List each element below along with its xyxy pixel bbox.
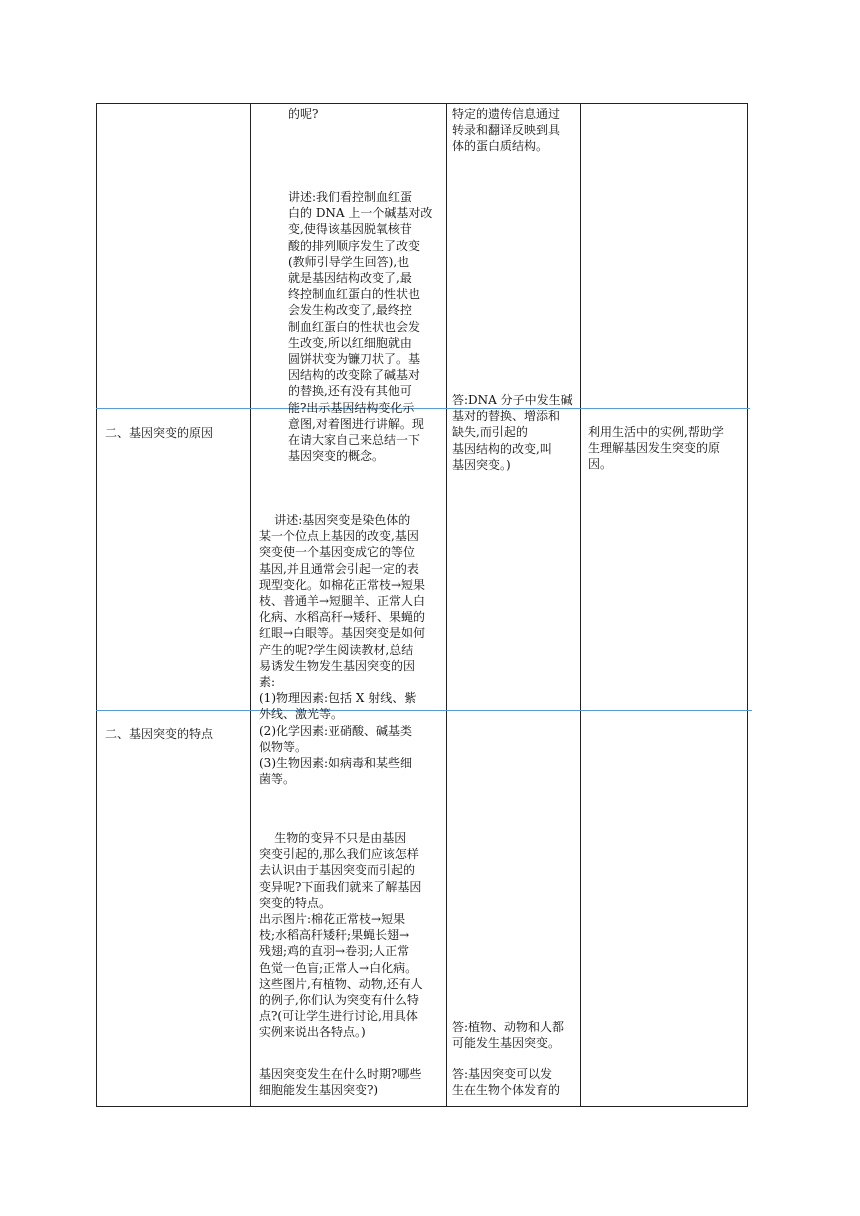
section-label-features: 二、基因突变的特点 [105, 727, 214, 741]
column-divider-3 [580, 103, 581, 1107]
teacher-text-mutation-features: 生物的变异不只是由基因 突变引起的,那么我们应该怎样 去认识由于基因突变而引起的 变异呢?下面我们就来了解基因 突变的特点。 出示图片:棉花正常枝→短果 枝;水稻高秆矮秆;果蝇长翅→ 残翅;鸡的直羽→卷羽;人正常 色觉一色盲;正常人→白化病。 这些图片,有植物、动物,还有人 的例子,你们认为突变有什么特 点?(可让学生进行讨论,用具体 实例来说出各特点。) [259, 831, 423, 1040]
teacher-text-hemoglobin: 讲述:我们看控制血红蛋 白的 DNA 上一个碱基对改 变,使得该基因脱氧核苷 酸的排列顺序发生了改变 (教师引导学生回答),也 就是基因结构改变了,最 终控制血红蛋白的性状也 会发生构改变了,最终控 制血红蛋白的性状也会发 生改变,所以红细胞就由 圆饼状变为镰刀状了。基 因结构的改变除了碱基对 的替换,还有没有其他可 能?出示基因结构变化示 意图,对着图进行讲解。现 在请大家自己来总结一下 基因突变的概念。 [288, 190, 433, 464]
section-label-cause: 二、基因突变的原因 [105, 426, 214, 440]
column-divider-1 [250, 103, 251, 1107]
student-text-genetic-info: 特定的遗传信息通过 转录和翻译反映到具 体的蛋白质结构。 [452, 107, 561, 154]
design-intent-text: 利用生活中的实例,帮助学 生理解基因发生突变的原 因。 [588, 425, 724, 472]
student-text-answer-definition: 答:DNA 分子中发生碱 基对的替换、增添和 缺失,而引起的 基因结构的改变,叫 基因突变。) [452, 393, 573, 472]
student-text-answer-universal: 答:植物、动物和人都 可能发生基因突变。 [452, 1020, 565, 1051]
teacher-text-intro: 的呢? [288, 107, 319, 121]
column-divider-2 [446, 103, 447, 1107]
student-text-answer-timing: 答:基因突变可以发 生在生物个体发育的 [452, 1067, 561, 1098]
teacher-text-question: 基因突变发生在什么时期?哪些 细胞能发生基因突变?) [259, 1067, 422, 1098]
teacher-text-mutation-concept: 讲述:基因突变是染色体的 某一个位点上基因的改变,基因 突变使一个基因变成它的等位 基因,并且通常会引起一定的表 现型变化。如棉花正常枝→短果 枝、普通羊→短腿羊、正常人白 化病、水稻高秆→矮秆、果蝇的 红眼→白眼等。基因突变是如何 产生的呢?学生阅读教材,总结 易诱发生物发生基因突变的因 素: (1)物理因素:包括 X 射线、紫 外线、激光等。 (2)化学因素:亚硝酸、碱基类 似物等。 (3)生物因素:如病毒和某些细 菌等。 [259, 513, 426, 787]
